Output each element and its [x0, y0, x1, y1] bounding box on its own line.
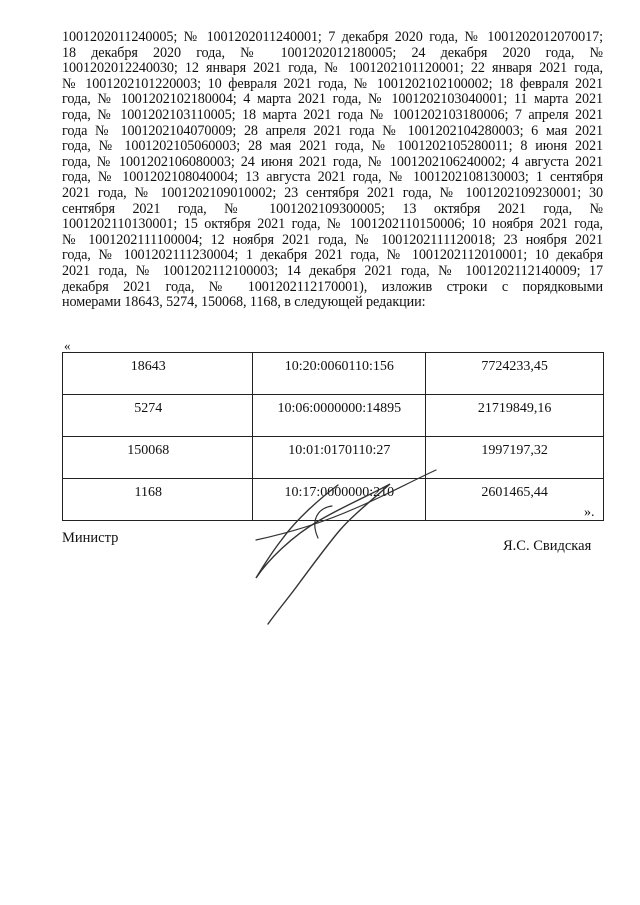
cadastral-number-cell: 10:17:0000000:210: [253, 479, 426, 521]
text-line: года, № 1001202105060003; 28 мая 2021 года, № 1001202105280011; 8 июня 2021: [62, 138, 603, 155]
table-row: [63, 395, 604, 437]
text-line: № 1001202101220003; 10 февраля 2021 года, № 1001202102100002; 18 февраля 2021: [62, 75, 603, 92]
row-number-cell: 1168: [63, 479, 253, 521]
table-row: [63, 479, 604, 521]
signatory-name: Я.С. Свидская: [503, 538, 592, 554]
text-line: 1001202110130001; 15 октября 2021 года, № 1001202110150006; 10 ноября 2021 года,: [62, 216, 603, 233]
text-line: года, № 1001202103110005; 18 марта 2021 года № 1001202103180006; 7 апреля 2021: [62, 106, 603, 123]
text-line: 1001202012240030; 12 января 2021 года, № 1001202101120001; 22 января 2021 года,: [62, 60, 603, 77]
text-line: 1001202011240005; № 1001202011240001; 7 декабря 2020 года, № 1001202012070017;: [62, 29, 603, 45]
body-paragraph: [62, 30, 603, 311]
text-line: 18 декабря 2020 года, № 1001202012180005; 24 декабря 2020 года, №: [62, 44, 603, 61]
value-cell: 7724233,45: [426, 353, 604, 395]
text-line: года, № 1001202106080003; 24 июня 2021 года, № 1001202106240002; 4 августа 2021: [62, 153, 603, 170]
text-line: номерами 18643, 5274, 150068, 1168, в следующей редакции:: [62, 294, 426, 311]
text-line: года, № 1001202108040004; 13 августа 2021 года, № 1001202108130003; 1 сентября: [62, 169, 603, 186]
value-cell: 1997197,32: [426, 437, 604, 479]
row-number-cell: 150068: [63, 437, 253, 479]
text-line: 2021 года, № 1001202109010002; 23 сентября 2021 года, № 1001202109230001; 30: [62, 184, 603, 201]
cadastral-number-cell: 10:20:0060110:156: [253, 353, 426, 395]
text-line: 2021 года, № 1001202112100003; 14 декабря 2021 года, № 1001202112140009; 17: [62, 262, 603, 279]
text-line: сентября 2021 года, № 1001202109300005; 13 октября 2021 года, №: [62, 200, 603, 217]
cadastral-number-cell: 10:01:0170110:27: [253, 437, 426, 479]
text-line: № 1001202111100004; 12 ноября 2021 года, № 1001202111120018; 23 ноября 2021: [62, 231, 603, 248]
parcel-table: [62, 352, 604, 521]
row-number-cell: 5274: [63, 395, 253, 437]
text-line: декабря 2021 года, № 1001202112170001), изложив строки с порядковыми: [62, 278, 603, 295]
closing-quote: ».: [584, 505, 595, 520]
signatory-title: Министр: [62, 530, 119, 546]
value-cell: 2601465,44: [426, 479, 604, 521]
table-row: [63, 437, 604, 479]
opening-quote: «: [64, 338, 71, 353]
value-cell: 21719849,16: [426, 395, 604, 437]
table-row: [63, 353, 604, 395]
cadastral-number-cell: 10:06:0000000:14895: [253, 395, 426, 437]
text-line: года, № 1001202102180004; 4 марта 2021 года, № 1001202103040001; 11 марта 2021: [62, 91, 603, 108]
row-number-cell: 18643: [63, 353, 253, 395]
text-line: года № 1001202104070009; 28 апреля 2021 года № 1001202104280003; 6 мая 2021: [62, 122, 603, 139]
text-line: года, № 1001202111230004; 1 декабря 2021 года, № 1001202112010001; 10 декабря: [62, 247, 603, 264]
